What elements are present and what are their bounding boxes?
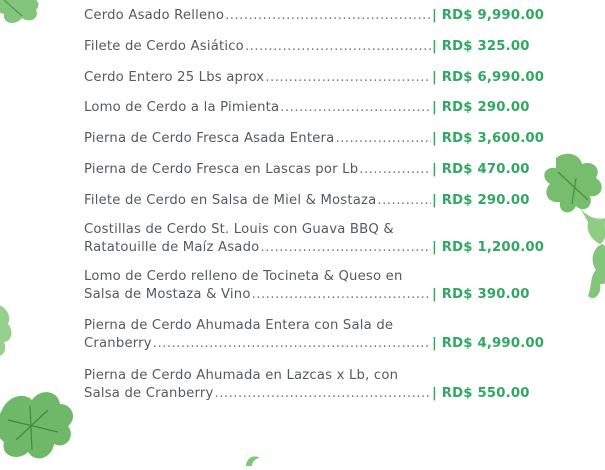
item-name-line1: Lomo de Cerdo relleno de Tocineta & Queso en	[84, 269, 403, 284]
leader-dots	[377, 193, 431, 208]
item-price: | RD$ 290.00	[432, 100, 530, 115]
item-name: Pierna de Cerdo Fresca Asada Entera	[84, 131, 335, 146]
parsley-leaf-icon	[0, 380, 78, 470]
item-price: | RD$ 4,990.00	[432, 336, 545, 351]
parsley-leaf-icon	[582, 240, 605, 304]
menu-item	[84, 193, 544, 211]
menu-item	[84, 162, 544, 180]
item-name: Pierna de Cerdo Fresca en Lascas por Lb	[84, 162, 359, 177]
leader-dots	[265, 70, 431, 85]
leader-dots	[335, 131, 431, 146]
leader-dots	[153, 336, 431, 351]
item-name: Filete de Cerdo en Salsa de Miel & Mostaza	[84, 193, 377, 208]
item-name: Ratatouille de Maíz Asado	[84, 240, 260, 255]
menu-item	[84, 131, 544, 149]
menu-item	[84, 39, 544, 57]
item-price: | RD$ 3,600.00	[432, 131, 545, 146]
item-price: | RD$ 390.00	[432, 287, 530, 302]
menu-item	[84, 222, 544, 258]
menu-item	[84, 368, 544, 404]
menu-item	[84, 318, 544, 354]
item-name: Salsa de Cranberry	[84, 386, 214, 401]
item-price: | RD$ 290.00	[432, 193, 530, 208]
item-price: | RD$ 550.00	[432, 386, 530, 401]
leader-dots	[252, 287, 431, 302]
menu-item	[84, 8, 544, 26]
item-price: | RD$ 1,200.00	[432, 240, 545, 255]
parsley-leaf-icon	[0, 0, 44, 32]
menu-item	[84, 269, 544, 305]
item-name: Filete de Cerdo Asiático	[84, 39, 244, 54]
item-name: Cerdo Entero 25 Lbs aprox	[84, 70, 265, 85]
item-price: | RD$ 9,990.00	[432, 8, 545, 23]
leader-dots	[280, 100, 431, 115]
item-price: | RD$ 325.00	[432, 39, 530, 54]
item-name-line1: Pierna de Cerdo Ahumada Entera con Sala de	[84, 318, 394, 333]
menu-item	[84, 70, 544, 88]
item-name-line1: Pierna de Cerdo Ahumada en Lazcas x Lb, con	[84, 368, 399, 383]
item-name: Lomo de Cerdo a la Pimienta	[84, 100, 280, 115]
leader-dots	[260, 240, 431, 255]
item-name: Salsa de Mostaza & Vino	[84, 287, 251, 302]
parsley-leaf-icon	[536, 148, 605, 248]
leader-dots	[215, 386, 431, 401]
item-price: | RD$ 470.00	[432, 162, 530, 177]
menu-item	[84, 100, 544, 118]
leader-dots	[359, 162, 431, 177]
parsley-leaf-icon	[240, 454, 266, 468]
item-name-line1: Costillas de Cerdo St. Louis con Guava BBQ &	[84, 222, 394, 237]
item-price: | RD$ 6,990.00	[432, 70, 545, 85]
item-name: Cranberry	[84, 336, 152, 351]
parsley-leaf-icon	[0, 300, 16, 360]
leader-dots	[225, 8, 431, 23]
item-name: Cerdo Asado Relleno	[84, 8, 225, 23]
leader-dots	[245, 39, 431, 54]
